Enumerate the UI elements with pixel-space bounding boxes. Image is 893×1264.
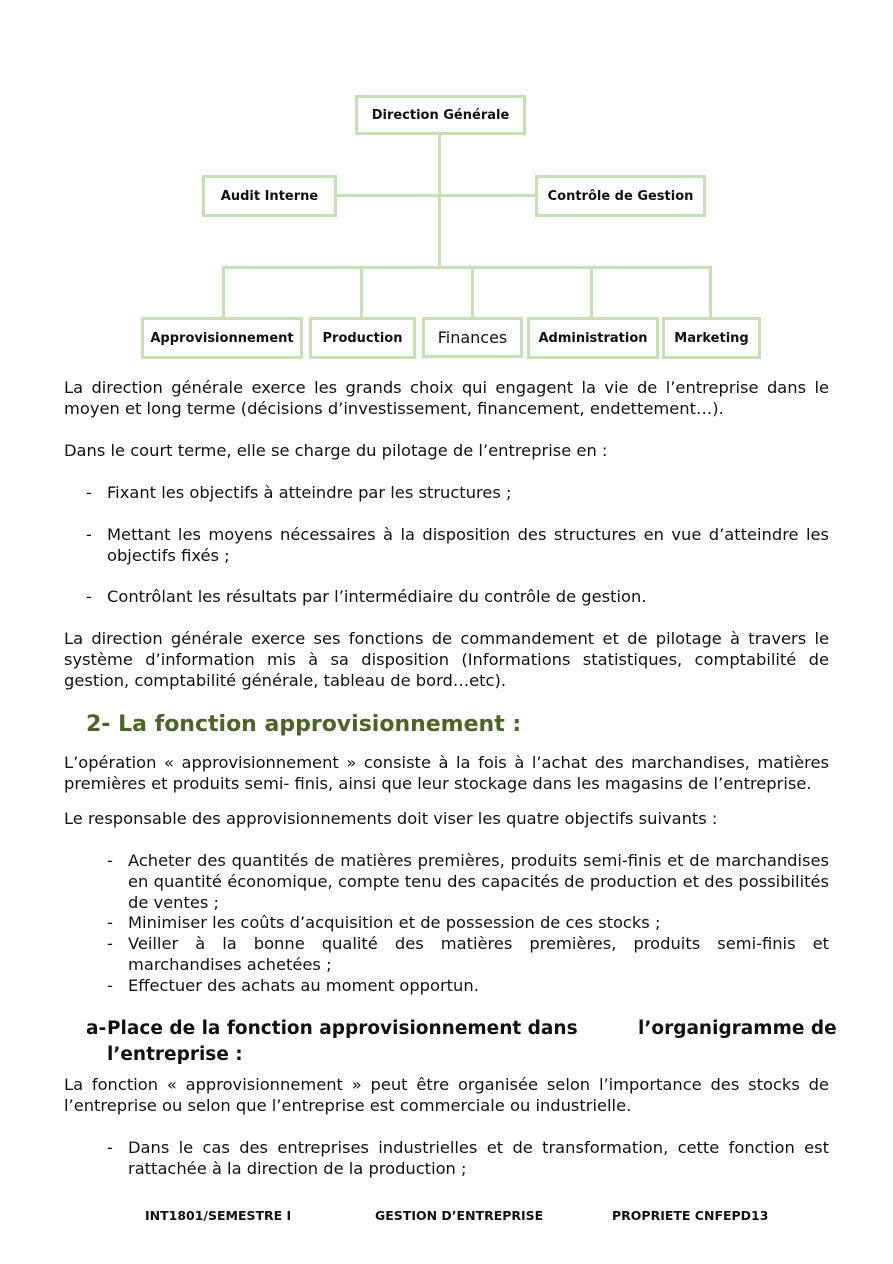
connector-dept-2 — [360, 266, 363, 319]
connector-dept-3 — [471, 266, 474, 319]
connector-dept-1 — [222, 266, 225, 319]
org-box-controle-gestion: Contrôle de Gestion — [535, 175, 706, 217]
list-item — [107, 912, 829, 933]
bullet-dash: - — [107, 913, 113, 932]
connector-dept-4 — [590, 266, 593, 319]
paragraph-operation-approvisionnement: L’opération « approvisionnement » consiste à la fois à l’achat des marchandises, matières premières et produits semi- finis, ainsi que leur stockage dans les magasins de l’entreprise. — [64, 753, 829, 793]
paragraph-organisation-fonction: La fonction « approvisionnement » peut être organisée selon l’importance des stocks de l’entreprise ou selon que l’entreprise est commerciale ou industrielle. — [64, 1075, 829, 1115]
list-item-text: Effectuer des achats au moment opportun. — [128, 976, 479, 995]
list-item — [107, 850, 829, 913]
list-item — [86, 482, 829, 503]
list-item — [107, 933, 829, 975]
bullet-dash: - — [86, 525, 92, 544]
list-item-text: Dans le cas des entreprises industrielles et de transformation, cette fonction est rattachée à la direction de la production ; — [128, 1138, 829, 1178]
bullet-dash: - — [107, 934, 113, 953]
org-box-production: Production — [309, 317, 416, 359]
connector-horizontal-departments — [222, 266, 712, 269]
subsection-heading-line2: l’entreprise : — [107, 1044, 243, 1065]
subsection-heading-line1-end: l’organigramme de — [638, 1018, 837, 1039]
list-item — [107, 1137, 829, 1179]
org-box-administration: Administration — [527, 317, 659, 359]
connector-horizontal-staff — [335, 194, 537, 197]
section-heading: 2- La fonction approvisionnement : — [86, 712, 522, 737]
footer-ownership: PROPRIETE CNFEPD — [612, 1208, 752, 1223]
list-item-text: Veiller à la bonne qualité des matières premières, produits semi-finis et marchandises achetées ; — [128, 934, 829, 974]
list-item-text: Contrôlant les résultats par l’intermédiaire du contrôle de gestion. — [107, 587, 647, 606]
connector-vertical-main — [438, 134, 441, 267]
org-box-approvisionnement: Approvisionnement — [141, 317, 303, 359]
connector-dept-5 — [709, 266, 712, 319]
paragraph-systeme-information: La direction générale exerce ses fonctions de commandement et de pilotage à travers le système d’information mis à sa disposition (Informations statistiques, comptabilité de gestion, comptabilité générale, tableau de bord…etc). — [64, 629, 829, 690]
org-box-marketing: Marketing — [662, 317, 761, 359]
paragraph-court-terme: Dans le court terme, elle se charge du pilotage de l’entreprise en : — [64, 441, 608, 460]
list-item-text: Fixant les objectifs à atteindre par les structures ; — [107, 483, 512, 502]
bullet-dash: - — [107, 976, 113, 995]
list-item — [86, 586, 829, 607]
subsection-label: a- — [86, 1018, 107, 1039]
paragraph-direction-choix: La direction générale exerce les grands choix qui engagent la vie de l’entreprise dans le moyen et long terme (décisions d’investissement, financement, endettement…). — [64, 378, 829, 418]
list-item — [86, 524, 829, 566]
footer-course-code: INT1801/SEMESTRE I — [145, 1208, 292, 1223]
page-number: 13 — [751, 1208, 769, 1223]
footer-title: GESTION D’ENTREPRISE — [375, 1208, 544, 1223]
paragraph-objectifs-intro: Le responsable des approvisionnements doit viser les quatre objectifs suivants : — [64, 809, 718, 828]
org-chart — [0, 0, 893, 370]
list-item — [107, 975, 829, 996]
bullet-dash: - — [107, 1138, 113, 1157]
bullet-dash: - — [107, 851, 113, 870]
list-item-text: Mettant les moyens nécessaires à la disposition des structures en vue d’atteindre les objectifs fixés ; — [107, 525, 829, 565]
subsection-heading-line1: Place de la fonction approvisionnement dans — [107, 1018, 578, 1039]
list-item-text: Minimiser les coûts d’acquisition et de possession de ces stocks ; — [128, 913, 661, 932]
list-item-text: Acheter des quantités de matières premières, produits semi-finis et de marchandises en quantité économique, compte tenu des capacités de production et des possibilités de ventes ; — [128, 851, 829, 912]
bullet-dash: - — [86, 483, 92, 502]
org-box-direction-generale: Direction Générale — [355, 95, 526, 135]
bullet-dash: - — [86, 587, 92, 606]
org-box-finances: Finances — [422, 317, 523, 358]
org-box-audit-interne: Audit Interne — [202, 175, 337, 217]
